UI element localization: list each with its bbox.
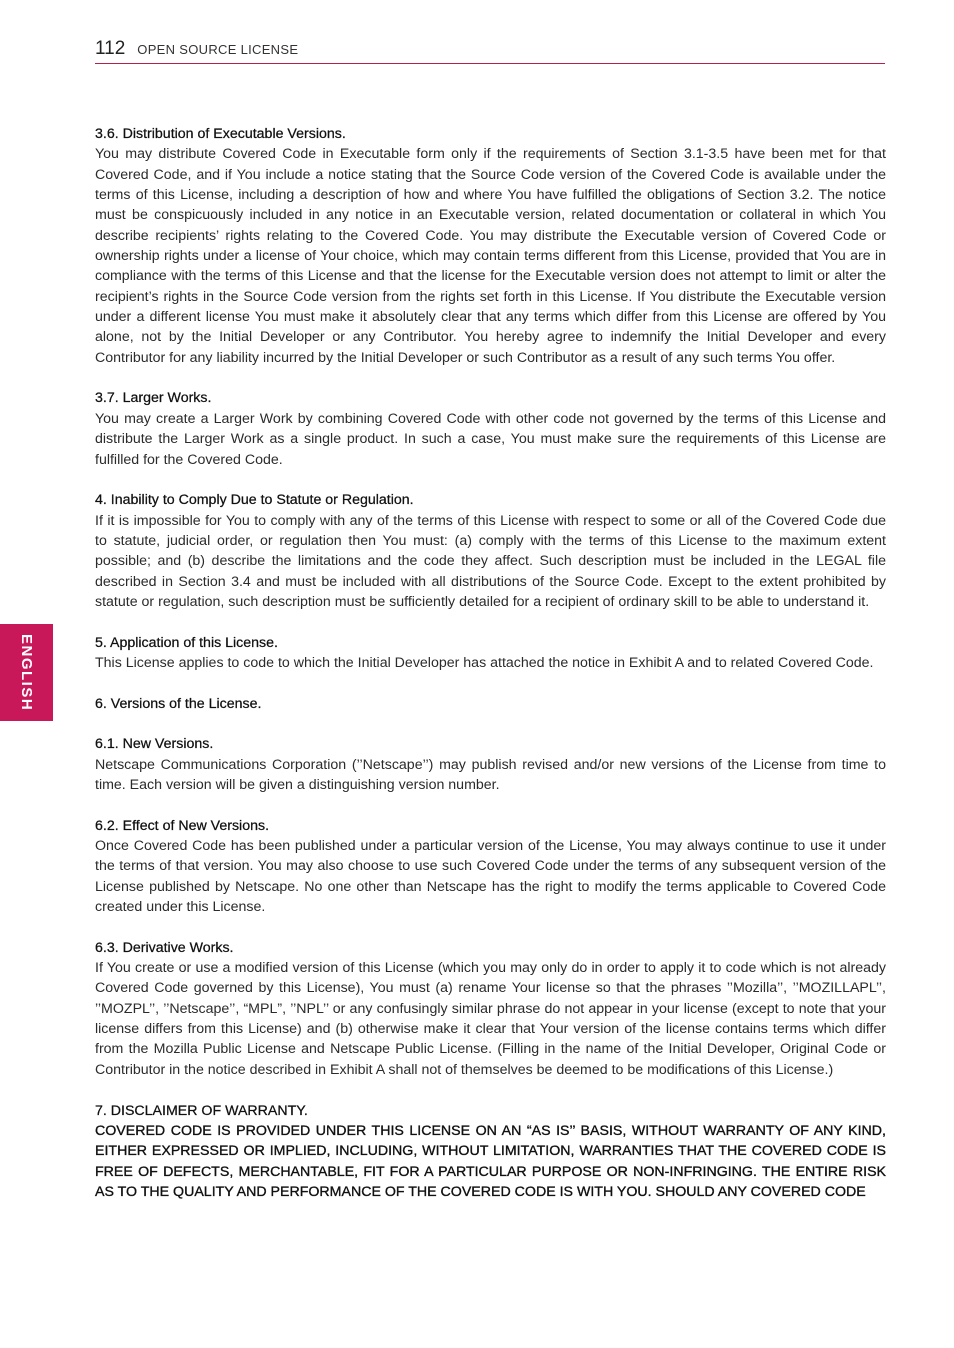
section-body: COVERED CODE IS PROVIDED UNDER THIS LICENSE ON AN “AS IS’’ BASIS, WITHOUT WARRANTY OF ANY KIND, EITHER EXPRESSED OR IMPLIED, INCLUDING, WITHOUT LIMITATION, WARRANTIES THAT THE COVERED CODE IS FREE OF DEFECTS, MERCHANTABLE, FIT FOR A PARTICULAR PURPOSE OR NON-INFRINGING. THE ENTIRE RISK AS TO THE QUALITY AND PERFORMANCE OF THE COVERED CODE IS WITH YOU. SHOULD ANY COVERED CODE [95, 1122, 886, 1200]
section-3-6 [95, 124, 886, 368]
section-4 [95, 490, 886, 612]
language-label: ENGLISH [18, 633, 35, 712]
section-6-1 [95, 734, 886, 795]
section-6 [95, 694, 886, 714]
section-heading: 5. Application of this License. [95, 634, 278, 651]
page-number: 112 [95, 38, 126, 59]
section-heading: 4. Inability to Comply Due to Statute or Regulation. [95, 492, 414, 509]
page-header [95, 38, 885, 64]
section-5 [95, 633, 886, 674]
section-body: You may distribute Covered Code in Executable form only if the requirements of Section 3.1-3.5 have been met for that Covered Code, and if You include a notice stating that the Source Code version of the Covered Code is available under the terms of this License, including a description of how and where You have fulfilled the obligations of Section 3.2. The notice must be conspicuously included in any notice in an Executable version, related documentation or collateral in which You describe recipients’ rights relating to the Covered Code. You may distribute the Executable version of Covered Code or ownership rights under a license of Your choice, which may contain terms different from this License, provided that You are in compliance with the terms of this License and that the license for the Executable version does not attempt to limit or alter the recipient’s rights in the Source Code version from the rights set forth in this License. If You distribute the Executable version under a different license You must make it absolutely clear that any terms which differ from this License are offered by You alone, not by the Initial Developer or any Contributor. You hereby agree to indemnify the Initial Developer and every Contributor for any liability incurred by the Initial Developer or such Contributor as a result of any such terms You offer. [95, 146, 886, 366]
section-6-3 [95, 938, 886, 1080]
section-body: If it is impossible for You to comply with any of the terms of this License with respect to some or all of the Covered Code due to statute, judicial order, or regulation then You must: (a) comply with the terms of this License to the maximum extent possible; and (b) describe the limitations and the code they affect. Such description must be included in the LEGAL file described in Section 3.4 and must be included with all distributions of the Source Code. Except to the extent prohibited by statute or regulation, such description must be sufficiently detailed for a recipient of ordinary skill to be able to understand it. [95, 512, 886, 610]
section-heading: 3.7. Larger Works. [95, 390, 212, 407]
section-body: Once Covered Code has been published under a particular version of the License, You may always continue to use it under the terms of that version. You may also choose to use such Covered Code under the terms of any subsequent version of the License published by Netscape. No one other than Netscape has the right to modify the terms applicable to Covered Code created under this License. [95, 838, 886, 916]
section-heading: 7. DISCLAIMER OF WARRANTY. [95, 1102, 308, 1119]
document-body [95, 124, 886, 1223]
section-6-2 [95, 816, 886, 918]
section-heading: 6.1. New Versions. [95, 736, 214, 753]
section-heading: 6. Versions of the License. [95, 695, 262, 712]
section-body: If You create or use a modified version of this License (which you may only do in order to apply it to code which is not already Covered Code governed by this License), You must (a) rename Your license so that the phrases ’’Mozilla’’, ’’MOZILLAPL’’, ’’MOZPL’’, ’’Netscape’’, “MPL”, ’’NPL’’ or any confusingly similar phrase do not appear in your license (except to note that your license differs from this License) and (b) otherwise make it clear that Your version of the license contains terms which differ from the Mozilla Public License and Netscape Public License. (Filling in the name of the Initial Developer, Original Code or Contributor in the notice described in Exhibit A shall not of themselves be deemed to be modifications of this License.) [95, 960, 886, 1078]
section-heading: 6.2. Effect of New Versions. [95, 817, 270, 834]
section-heading: 3.6. Distribution of Executable Versions. [95, 126, 346, 142]
section-body: You may create a Larger Work by combining Covered Code with other code not governed by the terms of this License and distribute the Larger Work as a single product. In such a case, You must make sure the requirements of this License are fulfilled for the Covered Code. [95, 410, 886, 468]
section-3-7 [95, 388, 886, 469]
header-section-title: OPEN SOURCE LICENSE [137, 42, 299, 57]
section-body: This License applies to code to which the Initial Developer has attached the notice in Exhibit A and to related Covered Code. [95, 654, 874, 671]
section-heading: 6.3. Derivative Works. [95, 939, 234, 956]
section-7 [95, 1101, 886, 1203]
language-side-tab [0, 624, 53, 721]
section-body: Netscape Communications Corporation (’’Netscape’’) may publish revised and/or new versions of the License from time to time. Each version will be given a distinguishing version number. [95, 756, 886, 793]
